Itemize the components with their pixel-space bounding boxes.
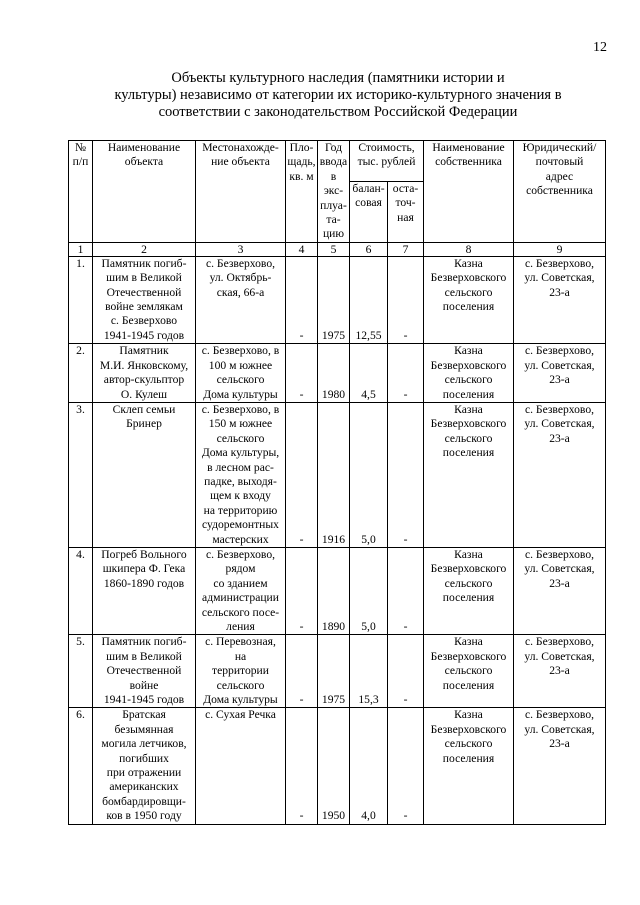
document-title xyxy=(68,70,608,121)
cell-owner xyxy=(424,547,514,634)
cell-balance: 15,3 xyxy=(350,635,388,708)
text-line: территории xyxy=(212,664,269,678)
text-line: поселения xyxy=(442,387,495,401)
cell-year: 1980 xyxy=(318,344,350,403)
cell-year: 1975 xyxy=(318,256,350,343)
text-line: с. Перевозная, xyxy=(205,635,276,649)
cell-owner xyxy=(424,344,514,403)
text-line: оста- xyxy=(392,182,419,195)
text-line: цию xyxy=(322,227,345,241)
cell-owner xyxy=(424,708,514,824)
text-line: ул. Советская, xyxy=(524,649,595,663)
text-line: Год xyxy=(324,141,343,154)
cell-area: - xyxy=(286,344,318,403)
column-number: 3 xyxy=(196,242,286,256)
text-line: Безверховского xyxy=(430,649,507,663)
text-line: безымянная xyxy=(114,722,174,736)
text-line: щадь, xyxy=(287,155,316,169)
text-line: поселения xyxy=(442,751,495,765)
cell-location xyxy=(196,635,286,708)
text-line: Пло- xyxy=(289,141,314,154)
table-row xyxy=(69,256,606,343)
cell-num: 4. xyxy=(69,547,93,634)
column-number-row xyxy=(69,242,606,256)
title-line: культуры) независимо от категории их историко-культурного значения в xyxy=(114,87,562,103)
text-line: сельского посе- xyxy=(201,605,280,619)
text-line: сельского xyxy=(444,431,493,445)
title-line: Объекты культурного наследия (памятники истории и xyxy=(171,70,505,86)
cell-balance: 12,55 xyxy=(350,256,388,343)
text-line: со зданием xyxy=(213,576,268,590)
text-line: сельского xyxy=(444,737,493,751)
text-line: сельского xyxy=(444,285,493,299)
text-line: с. Безверхово xyxy=(110,314,178,328)
text-line: 100 м южнее xyxy=(208,358,273,372)
text-line: щем к входу xyxy=(210,489,271,503)
cell-address xyxy=(514,547,606,634)
text-line: Юридический/ xyxy=(522,141,597,154)
text-line: Безверховского xyxy=(430,358,507,372)
text-line: с. Безверхово, xyxy=(205,547,276,561)
text-line: с. Безверхово, xyxy=(524,256,595,270)
cell-location xyxy=(196,256,286,343)
cell-residual: - xyxy=(388,635,424,708)
header-location xyxy=(196,141,286,243)
text-line: балан- xyxy=(352,182,385,195)
cell-residual: - xyxy=(388,547,424,634)
cell-address xyxy=(514,708,606,824)
cell-area: - xyxy=(286,402,318,547)
column-number: 4 xyxy=(286,242,318,256)
cell-num: 6. xyxy=(69,708,93,824)
cell-balance: 4,5 xyxy=(350,344,388,403)
text-line: шкипера Ф. Гека xyxy=(102,562,186,576)
text-line: Погреб Вольного xyxy=(101,547,187,561)
column-number: 6 xyxy=(350,242,388,256)
text-line: шим в Великой xyxy=(106,271,182,285)
cell-num: 2. xyxy=(69,344,93,403)
text-line: сельского xyxy=(216,431,265,445)
text-line: 23-а xyxy=(549,576,570,590)
text-line: 23-а xyxy=(549,373,570,387)
text-line: Памятник погиб- xyxy=(101,635,187,649)
column-number: 8 xyxy=(424,242,514,256)
text-line: 1941-1945 годов xyxy=(103,328,185,342)
text-line: на территорию xyxy=(203,503,278,517)
text-line: в xyxy=(330,169,337,183)
cell-name xyxy=(93,635,196,708)
page-number: 12 xyxy=(593,40,607,55)
text-line: Отечественной xyxy=(106,285,182,299)
text-line: сельского xyxy=(444,576,493,590)
cell-address xyxy=(514,635,606,708)
text-line: судоремонтных xyxy=(202,518,279,532)
text-line: поселения xyxy=(442,300,495,314)
text-line: точ- xyxy=(395,196,416,210)
text-line: Склеп семьи xyxy=(112,402,176,416)
text-line: с. Безверхово, xyxy=(205,256,276,270)
header-cost-balance xyxy=(350,182,388,243)
cell-owner xyxy=(424,256,514,343)
text-line: 23-а xyxy=(549,285,570,299)
text-line: Братская xyxy=(122,708,166,722)
text-line: собственника xyxy=(435,155,502,169)
cell-area: - xyxy=(286,635,318,708)
text-line: Казна xyxy=(454,708,483,722)
text-line: ления xyxy=(226,620,255,633)
cell-area: - xyxy=(286,708,318,824)
text-line: почтовый xyxy=(535,155,584,169)
text-line: 23-а xyxy=(549,431,570,445)
header-cost xyxy=(350,141,424,182)
text-line: с. Безверхово, в xyxy=(201,402,280,416)
title-line: соответствии с законодательством Российской Федерации xyxy=(158,104,518,120)
text-line: мастерских xyxy=(212,532,269,546)
text-line: с. Безверхово, xyxy=(524,402,595,416)
text-line: та- xyxy=(326,213,341,227)
text-line: с. Безверхово, в xyxy=(201,344,280,358)
text-line: с. Безверхово, xyxy=(524,708,595,722)
text-line: Бринер xyxy=(126,417,162,431)
text-line: совая xyxy=(355,196,382,210)
text-line: Безверховского xyxy=(430,562,507,576)
text-line: Казна xyxy=(454,344,483,358)
cell-address xyxy=(514,402,606,547)
text-line: п/п xyxy=(72,155,89,169)
cell-location xyxy=(196,402,286,547)
text-line: Безверховского xyxy=(430,722,507,736)
text-line: администрации xyxy=(202,591,279,605)
cell-residual: - xyxy=(388,344,424,403)
text-line: поселения xyxy=(442,446,495,460)
table-body xyxy=(69,256,606,824)
text-line: ская, 66-а xyxy=(216,285,265,299)
text-line: 150 м южнее xyxy=(208,417,273,431)
text-line: Казна xyxy=(454,402,483,416)
cell-location xyxy=(196,547,286,634)
text-line: экс- xyxy=(323,184,344,198)
text-line: при отражении xyxy=(106,766,182,780)
column-number: 9 xyxy=(514,242,606,256)
cell-name xyxy=(93,708,196,824)
header-area xyxy=(286,141,318,243)
text-line: ние объекта xyxy=(211,155,270,169)
text-line: Казна xyxy=(454,635,483,649)
table-row xyxy=(69,708,606,824)
cell-owner xyxy=(424,635,514,708)
text-line: сельского xyxy=(216,678,265,692)
text-line: рядом xyxy=(225,562,256,576)
text-line: 23-а xyxy=(549,664,570,678)
text-line: Памятник погиб- xyxy=(101,256,187,270)
text-line: ул. Советская, xyxy=(524,562,595,576)
text-line: автор-скульптор xyxy=(103,373,185,387)
cell-balance: 5,0 xyxy=(350,402,388,547)
text-line: поселения xyxy=(442,591,495,605)
text-line: с. Безверхово, xyxy=(524,547,595,561)
cell-name xyxy=(93,402,196,547)
text-line: О. Кулеш xyxy=(120,387,168,401)
text-line: сельского xyxy=(444,664,493,678)
text-line: ввода xyxy=(319,155,348,169)
cell-name xyxy=(93,344,196,403)
text-line: войне землякам xyxy=(105,300,183,314)
text-line: Наименование xyxy=(107,141,181,154)
cell-balance: 4,0 xyxy=(350,708,388,824)
text-line: Местонахожде- xyxy=(202,141,279,154)
text-line: в лесном рас- xyxy=(207,460,274,474)
text-line: ул. Советская, xyxy=(524,358,595,372)
cell-year: 1890 xyxy=(318,547,350,634)
text-line: Казна xyxy=(454,547,483,561)
column-number: 1 xyxy=(69,242,93,256)
text-line: могила летчиков, xyxy=(101,737,187,751)
cell-address xyxy=(514,256,606,343)
cell-name xyxy=(93,547,196,634)
text-line: собственника xyxy=(526,184,593,198)
text-line: № xyxy=(74,141,87,154)
text-line: Наименование xyxy=(432,141,505,154)
column-number: 7 xyxy=(388,242,424,256)
text-line: бомбардировщи- xyxy=(102,794,186,808)
header-row xyxy=(69,141,606,182)
text-line: ул. Советская, xyxy=(524,271,595,285)
header-cost-residual xyxy=(388,182,424,243)
cell-year: 1975 xyxy=(318,635,350,708)
text-line: 23-а xyxy=(549,737,570,751)
text-line: Дома культуры, xyxy=(201,446,280,460)
text-line: сельского xyxy=(216,373,265,387)
text-line: погибших xyxy=(119,751,169,765)
text-line: Безверховского xyxy=(430,271,507,285)
cell-year: 1916 xyxy=(318,402,350,547)
cell-residual: - xyxy=(388,256,424,343)
header-year xyxy=(318,141,350,243)
text-line: Казна xyxy=(454,256,483,270)
cell-num: 1. xyxy=(69,256,93,343)
text-line: тыс. рублей xyxy=(357,155,416,169)
cell-owner xyxy=(424,402,514,547)
text-line: М.И. Янковскому, xyxy=(99,358,189,372)
text-line: Дома культуры xyxy=(203,693,278,707)
text-line: падке, выходя- xyxy=(204,474,277,488)
text-line: на xyxy=(234,649,247,663)
text-line: американских xyxy=(109,780,179,794)
cell-balance: 5,0 xyxy=(350,547,388,634)
cell-location xyxy=(196,344,286,403)
text-line: Дома культуры xyxy=(203,387,278,401)
header-num xyxy=(69,141,93,243)
text-line: сельского xyxy=(444,373,493,387)
text-line: ков в 1950 году xyxy=(106,809,182,823)
text-line: Стоимость, xyxy=(358,141,415,154)
cell-num: 3. xyxy=(69,402,93,547)
text-line: с. Безверхово, xyxy=(524,344,595,358)
text-line: кв. м xyxy=(289,169,314,183)
cell-address xyxy=(514,344,606,403)
text-line: ул. Октябрь- xyxy=(209,271,272,285)
cell-area: - xyxy=(286,547,318,634)
text-line: 1860-1890 годов xyxy=(103,576,185,590)
table-row xyxy=(69,402,606,547)
cell-residual: - xyxy=(388,402,424,547)
text-line: поселения xyxy=(442,678,495,692)
text-line: шим в Великой xyxy=(106,649,182,663)
text-line: адрес xyxy=(545,169,574,183)
text-line: 1941-1945 годов xyxy=(103,693,185,707)
header-name xyxy=(93,141,196,243)
table-row xyxy=(69,635,606,708)
text-line: Безверховского xyxy=(430,417,507,431)
cell-residual: - xyxy=(388,708,424,824)
header-owner xyxy=(424,141,514,243)
header-address xyxy=(514,141,606,243)
table-row xyxy=(69,547,606,634)
cell-year: 1950 xyxy=(318,708,350,824)
text-line: объекта xyxy=(124,155,164,169)
text-line: ул. Советская, xyxy=(524,722,595,736)
cell-name xyxy=(93,256,196,343)
heritage-objects-table xyxy=(68,140,606,825)
text-line: ная xyxy=(397,210,414,224)
text-line: войне xyxy=(129,678,159,692)
text-line: с. Безверхово, xyxy=(524,635,595,649)
table-row xyxy=(69,344,606,403)
cell-num: 5. xyxy=(69,635,93,708)
column-number: 5 xyxy=(318,242,350,256)
text-line: с. Сухая Речка xyxy=(205,708,276,722)
text-line: плуа- xyxy=(320,198,347,212)
text-line: ул. Советская, xyxy=(524,417,595,431)
text-line: Памятник xyxy=(119,344,169,358)
cell-location xyxy=(196,708,286,824)
column-number: 2 xyxy=(93,242,196,256)
cell-area: - xyxy=(286,256,318,343)
text-line: Отечественной xyxy=(106,664,182,678)
